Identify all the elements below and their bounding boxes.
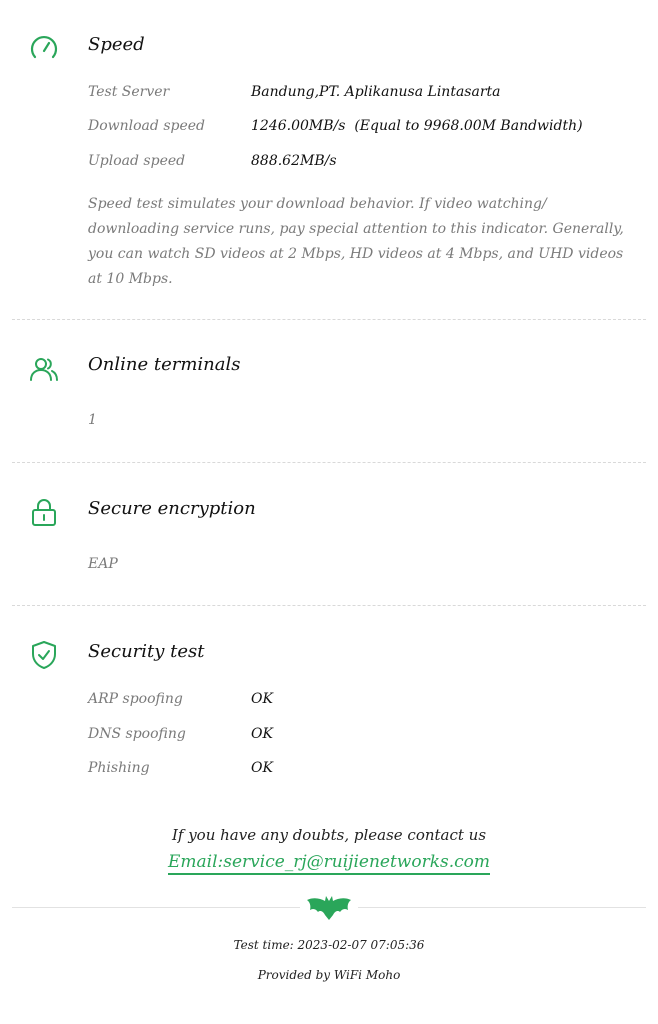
download-speed-label: Download speed	[88, 118, 205, 134]
upload-speed-row	[88, 153, 648, 175]
email-link[interactable]: Email:service_rj@ruijienetworks.com	[168, 852, 490, 875]
arp-spoofing-value: OK	[251, 691, 273, 707]
shield-check-icon	[28, 639, 60, 671]
bat-logo-icon	[306, 893, 352, 921]
email-wrap	[0, 852, 658, 875]
provided-by: Provided by WiFi Moho	[257, 968, 401, 982]
security-test-title: Security test	[88, 641, 205, 662]
arp-spoofing-label: ARP spoofing	[88, 691, 183, 707]
phishing-row	[88, 760, 648, 782]
download-speed-value: 1246.00MB/s (Equal to 9968.00M Bandwidth)	[251, 118, 583, 134]
upload-speed-label: Upload speed	[88, 153, 186, 169]
speedometer-icon	[28, 32, 60, 64]
online-terminals-value: 1	[88, 412, 97, 428]
secure-encryption-value: EAP	[88, 556, 118, 572]
arp-spoofing-row	[88, 691, 648, 713]
test-server-label: Test Server	[88, 84, 170, 100]
footer-divider-left	[12, 907, 300, 908]
dns-spoofing-label: DNS spoofing	[88, 726, 186, 742]
footer-divider-right	[358, 907, 646, 908]
contact-text: If you have any doubts, please contact us	[171, 826, 487, 844]
lock-icon	[28, 496, 60, 528]
secure-encryption-section	[0, 463, 658, 605]
test-server-value: Bandung,PT. Aplikanusa Lintasarta	[251, 84, 501, 100]
speed-description: Speed test simulates your download behavior. If video watching/ downloading service runs, pay special attention to this indicator. Generally, you can watch SD videos at 2 Mbps, HD videos at 4 Mbps, and UHD videos at 10 Mbps.	[88, 196, 624, 287]
upload-speed-value: 888.62MB/s	[251, 153, 337, 169]
test-server-row	[88, 84, 648, 106]
phishing-label: Phishing	[88, 760, 150, 776]
security-test-section	[0, 606, 658, 806]
download-speed-row	[88, 118, 648, 140]
phishing-value: OK	[251, 760, 273, 776]
secure-encryption-title: Secure encryption	[88, 498, 256, 519]
dns-spoofing-value: OK	[251, 726, 273, 742]
test-time: Test time: 2023-02-07 07:05:36	[233, 938, 425, 952]
online-terminals-section	[0, 320, 658, 462]
dns-spoofing-row	[88, 726, 648, 748]
speed-section	[0, 0, 658, 320]
online-terminals-title: Online terminals	[88, 354, 241, 375]
users-icon	[28, 353, 60, 385]
speed-title: Speed	[88, 34, 145, 55]
